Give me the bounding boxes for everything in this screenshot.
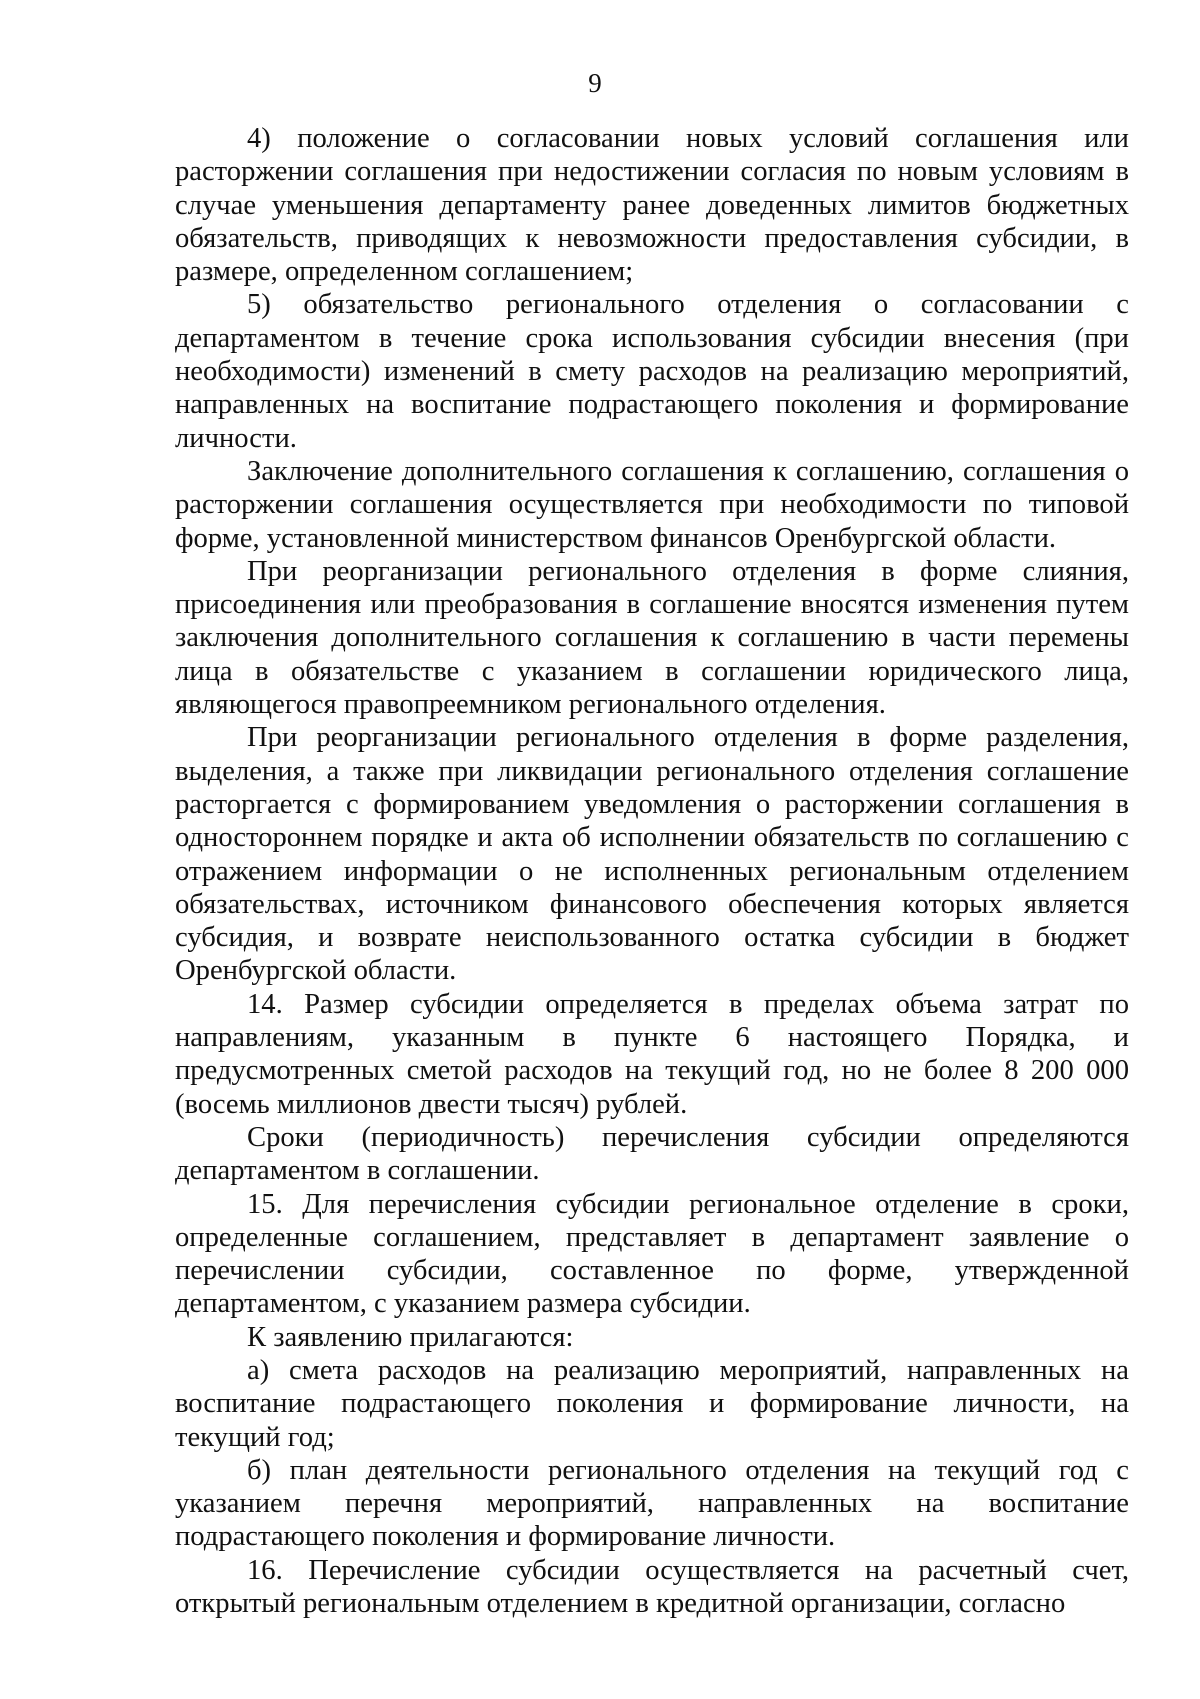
paragraph-item-16: 16. Перечисление субсидии осуществляется на расчетный счет, открытый региональным отделением в кредитной организации, согласно [175, 1554, 1129, 1620]
paragraph-item-4: 4) положение о согласовании новых условий соглашения или расторжении соглашения при недостижении согласия по новым условиям в случае уменьшения департаменту ранее доведенных лимитов бюджетных обязательств, приводящих к невозможности предоставления субсидии, в размере, определенном соглашением; [175, 123, 1129, 288]
paragraph-additional-agreement: Заключение дополнительного соглашения к соглашению, соглашения о расторжении соглашения осуществляется при необходимости по типовой форме, установленной министерством финансов Оренбургской области. [175, 455, 1129, 554]
page-number: 9 [588, 68, 602, 98]
paragraph-item-14: 14. Размер субсидии определяется в пределах объема затрат по направлениям, указанным в пункте 6 настоящего Порядка, и предусмотренных сметой расходов на текущий год, но не более 8 200 000 (восемь миллионов двести тысяч) рублей. [175, 988, 1129, 1120]
paragraph-attachment-b: б) план деятельности регионального отделения на текущий год с указанием перечня мероприятий, направленных на воспитание подрастающего поколения и формирование личности. [175, 1454, 1129, 1553]
paragraph-item-15: 15. Для перечисления субсидии региональное отделение в сроки, определенные соглашением, представляет в департамент заявление о перечислении субсидии, составленное по форме, утвержденной департаментом, с указанием размера субсидии. [175, 1188, 1129, 1320]
paragraph-attachments-intro: К заявлению прилагаются: [247, 1321, 574, 1353]
paragraph-reorganization-division: При реорганизации регионального отделения в форме разделения, выделения, а также при ликвидации регионального отделения соглашение расторгается с формированием уведомления о расторжении соглашения в одностороннем порядке и акта об исполнении обязательств по соглашению с отражением информации о не исполненных региональным отделением обязательствах, источником финансового обеспечения которых является субсидия, и возврате неиспользованного остатка субсидии в бюджет Оренбургской области. [175, 722, 1129, 987]
paragraph-attachment-a: а) смета расходов на реализацию мероприятий, направленных на воспитание подрастающего поколения и формирование личности, на текущий год; [175, 1354, 1129, 1453]
document-body [175, 122, 1129, 1620]
paragraph-item-5: 5) обязательство регионального отделения о согласовании с департаментом в течение срока использования субсидии внесения (при необходимости) изменений в смету расходов на реализацию мероприятий, направленных на воспитание подрастающего поколения и формирование личности. [175, 289, 1129, 454]
paragraph-reorganization-merger: При реорганизации регионального отделения в форме слияния, присоединения или преобразования в соглашение вносятся изменения путем заключения дополнительного соглашения к соглашению в части перемены лица в обязательстве с указанием в соглашении юридического лица, являющегося правопреемником регионального отделения. [175, 555, 1129, 721]
paragraph-transfer-terms: Сроки (периодичность) перечисления субсидии определяются департаментом в соглашении. [175, 1121, 1129, 1187]
